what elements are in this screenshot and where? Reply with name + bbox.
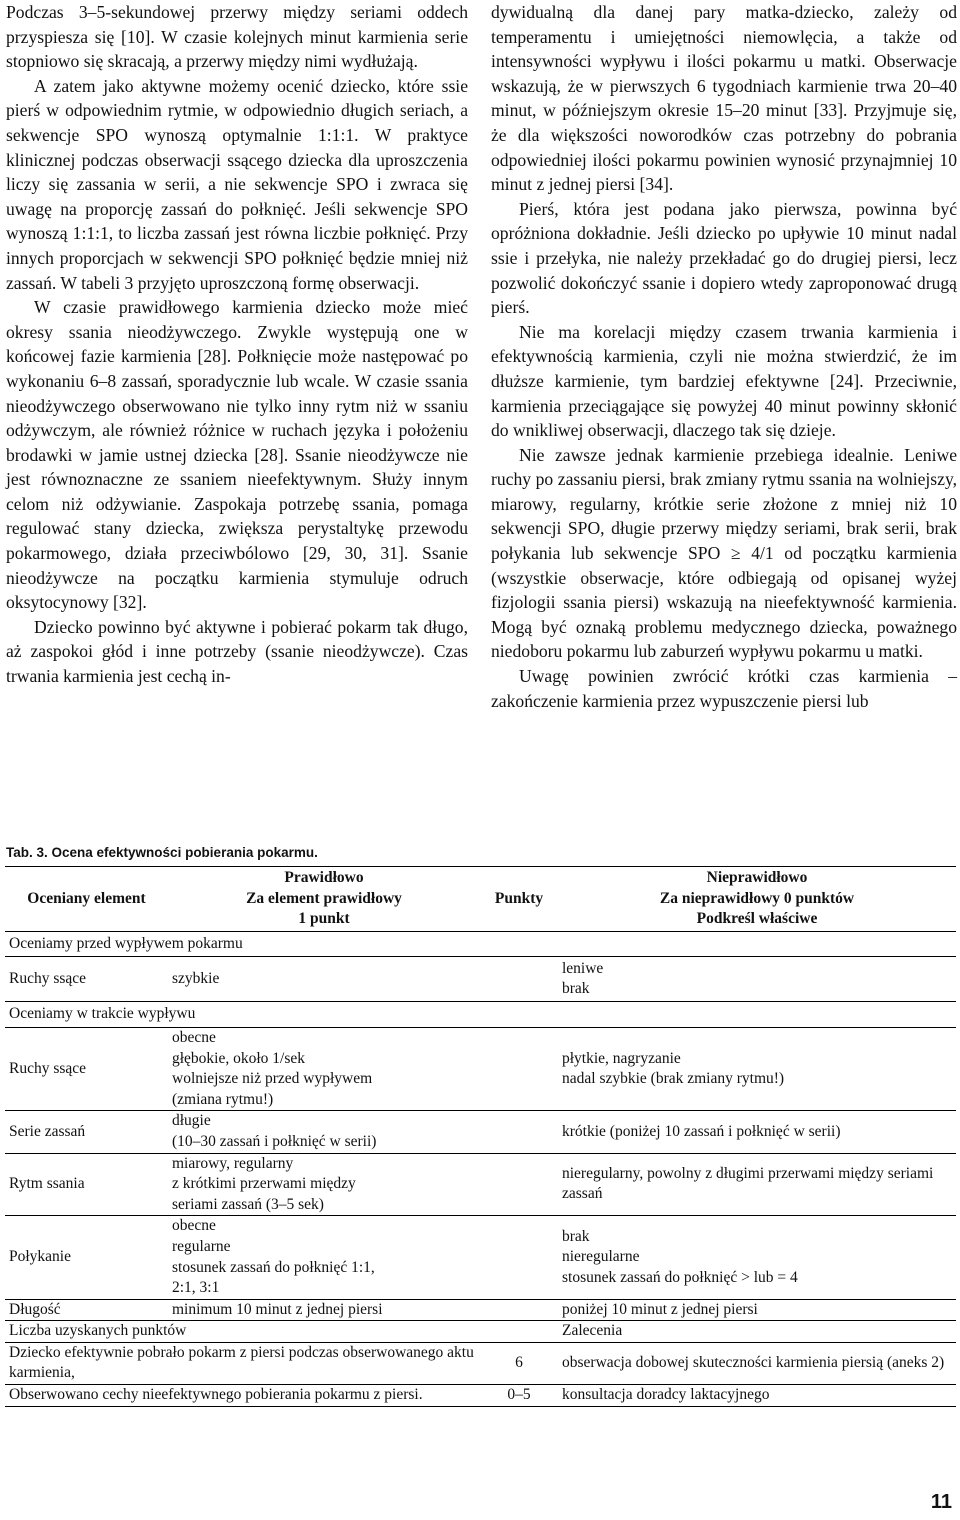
paragraph: Pierś, która jest podana jako pierwsza, powinna być opróżniona dokładnie. Jeśli dziecko po upływie 10 minut nadal ssie i przełyka, nie należy przekładać go do drugiej piersi, lecz pozwolić dokończyć ssanie i dopiero wtedy zaproponować drugą pierś. — [491, 198, 957, 318]
paragraph: dywidualną dla danej pary matka-dziecko, zależy od temperamentu i umiejętności niemowlęcia, a także od intensywności wypływu i ilości pokarmu u matki. Obserwacje wskazują, że w pierwszych 6 tygodniach karmienie trwa 20–40 minut, w późniejszym okresie 15–20 minut [33]. Przyjmuje się, że dla większości noworodków czas potrzebny do pobrania odpowiedniej ilości pokarmu powinien wynosić przynajmniej 10 minut z jednej piersi [34]. — [491, 2, 957, 195]
cell-element: Ruchy ssące — [9, 1059, 87, 1077]
result-row — [5, 1342, 956, 1384]
cell-correct: długie (10–30 zassań i połknięć w serii) — [172, 1112, 377, 1150]
cell-incorrect: krótkie (poniżej 10 zassań i połknięć w serii) — [562, 1122, 841, 1140]
summary-row — [5, 1321, 956, 1343]
result-recommendation: konsultacja doradcy laktacyjnego — [562, 1386, 770, 1404]
section-label: Oceniamy w trakcie wypływu — [9, 1005, 196, 1023]
cell-element: Długość — [9, 1300, 61, 1318]
cell-points — [480, 1299, 558, 1321]
cell-correct: obecne regularne stosunek zassań do połknięć 1:1, 2:1, 3:1 — [172, 1217, 375, 1297]
cell-points — [480, 957, 558, 1002]
cell-element: Ruchy ssące — [9, 970, 87, 988]
cell-incorrect: płytkie, nagryzanie nadal szybkie (brak zmiany rytmu!) — [562, 1049, 785, 1088]
summary-label: Liczba uzyskanych punktów — [9, 1322, 187, 1340]
result-label: Obserwowano cechy nieefektywnego pobierania pokarmu z piersi. — [9, 1386, 423, 1404]
cell-correct: obecne głębokie, około 1/sek wolniejsze niż przed wypływem (zmiana rytmu!) — [172, 1028, 373, 1108]
page-number: 11 — [930, 1491, 952, 1513]
paragraph: Dziecko powinno być aktywne i pobierać pokarm tak długo, aż zaspokoi głód i inne potrzeby (ssanie nieodżywcze). Czas trwania karmienia jest cechą in- — [6, 616, 468, 687]
paragraph: Nie ma korelacji między czasem trwania karmienia i efektywnością karmienia, czyli nie można stwierdzić, że im dłuższe karmienie, tym bardziej efektywne [24]. Przeciwnie, karmienia przeciągające się powyżej 40 minut powinny skłonić do wnikliwej obserwacji, dlaczego tak się dzieje. — [491, 321, 957, 441]
table-row — [5, 957, 956, 1002]
cell-correct: szybkie — [172, 970, 220, 988]
table-row — [5, 1153, 956, 1216]
header-element: Oceniany element — [27, 889, 146, 907]
left-text-column — [6, 0, 468, 689]
table-caption: Tab. 3. Ocena efektywności pobierania pokarmu. — [6, 845, 318, 860]
right-text-column — [491, 0, 957, 713]
table-row — [5, 1299, 956, 1321]
table-row — [5, 1027, 956, 1110]
cell-incorrect: brak nieregularne stosunek zassań do połknięć > lub = 4 — [562, 1227, 798, 1286]
section-label: Oceniamy przed wypływem pokarmu — [9, 934, 243, 952]
header-incorrect: Nieprawidłowo Za nieprawidłowy 0 punktów Podkreśl właściwe — [659, 869, 855, 928]
cell-points — [480, 1216, 558, 1299]
header-points: Punkty — [494, 889, 544, 907]
result-label: Dziecko efektywnie pobrało pokarm z piersi podczas obserwowanego aktu karmienia, — [9, 1343, 474, 1382]
cell-points — [480, 1153, 558, 1216]
cell-points — [480, 1111, 558, 1153]
cell-element: Serie zassań — [9, 1122, 86, 1140]
cell-points — [480, 1027, 558, 1110]
summary-recommendations-label: Zalecenia — [562, 1322, 623, 1340]
table-row — [5, 1111, 956, 1153]
result-recommendation: obserwacja dobowej skuteczności karmienia piersią (aneks 2) — [562, 1354, 945, 1372]
cell-correct: minimum 10 minut z jednej piersi — [172, 1300, 383, 1318]
result-points: 6 — [515, 1354, 523, 1372]
result-points: 0–5 — [507, 1386, 531, 1404]
header-correct: Prawidłowo Za element prawidłowy 1 punkt — [246, 869, 402, 928]
paragraph: Uwagę powinien zwrócić krótki czas karmienia – zakończenie karmienia przez wypuszczenie piersi lub — [491, 666, 957, 711]
cell-incorrect: leniwe brak — [562, 959, 604, 998]
cell-element: Połykanie — [9, 1248, 71, 1266]
paragraph: Nie zawsze jednak karmienie przebiega idealnie. Leniwe ruchy po zassaniu piersi, brak zmiany rytmu ssania na wolniejszy, miarowy, regularny, krótkie serie złożone z mniej niż 10 sekwencji SPO, długie przerwy między seriami, brak serii, brak połykania lub sekwencje SPO ≥ 4/1 od początku karmienia (wszystkie obserwacje, które odbiegają od opisanej wyżej fizjologii ssania piersi) wskazują na nieefektywność karmienia. Mogą być oznaką problemu medycznego dziecka, poważnego niedoboru pokarmu lub zaburzeń wypływu pokarmu u matki. — [491, 444, 957, 662]
cell-correct: miarowy, regularny z krótkimi przerwami między seriami zassań (3–5 sek) — [172, 1154, 356, 1213]
result-row — [5, 1385, 956, 1407]
evaluation-table — [5, 866, 956, 1407]
paragraph: W czasie prawidłowego karmienia dziecko może mieć okresy ssania nieodżywczego. Zwykle występują one w końcowej fazie karmienia [28]. Połknięcie może następować po wykonaniu 6–8 zassań, sporadycznie lub wcale. W czasie ssania nieodżywczego obserwowano nie tylko inny rytm niż w ssaniu odżywczym, ale również różnice w ruchach języka i położeniu brodawki w jamie ustnej dziecka [28]. Ssanie nieodżywcze nie jest równoznaczne ze ssaniem nieefektywnym. Służy innym celom niż odżywianie. Zaspokaja potrzebę ssania, pomaga regulować stany dziecka, zwiększa perystaltykę przewodu pokarmowego, działa przeciwbólowo [29, 30, 31]. Ssanie nieodżywcze na początku karmienia stymuluje odruch oksytocynowy [32]. — [6, 297, 468, 613]
paragraph: Podczas 3–5-sekundowej przerwy między seriami oddech przyspiesza się [10]. W czasie kolejnych minut karmienia serie stopniowo się skracają, a przerwy między nimi wydłużają. — [6, 2, 468, 72]
paragraph: A zatem jako aktywne możemy ocenić dziecko, które ssie pierś w odpowiednim rytmie, w odpowiednio długich seriach, a sekwencje SPO wynoszą optymalnie 1:1:1. W praktyce klinicznej podczas obserwacji ssącego dziecka dla uproszczenia liczy się zassania w serii, a nie sekwencje SPO i zwraca się uwagę na proporcję zassań do połknięć. Jeśli sekwencje SPO wynoszą 1:1:1, to liczba zassań jest równa liczbie połknięć. Przy innych proporcjach w sekwencji SPO połknięć będzie mniej niż zassań. W tabeli 3 przyjęto uproszczoną formę obserwacji. — [6, 75, 468, 293]
cell-incorrect: nieregularny, powolny z długimi przerwami między seriami zassań — [562, 1164, 934, 1203]
cell-incorrect: poniżej 10 minut z jednej piersi — [562, 1300, 758, 1318]
table-row — [5, 1216, 956, 1299]
table-header-row — [5, 867, 956, 932]
cell-element: Rytm ssania — [9, 1175, 85, 1193]
